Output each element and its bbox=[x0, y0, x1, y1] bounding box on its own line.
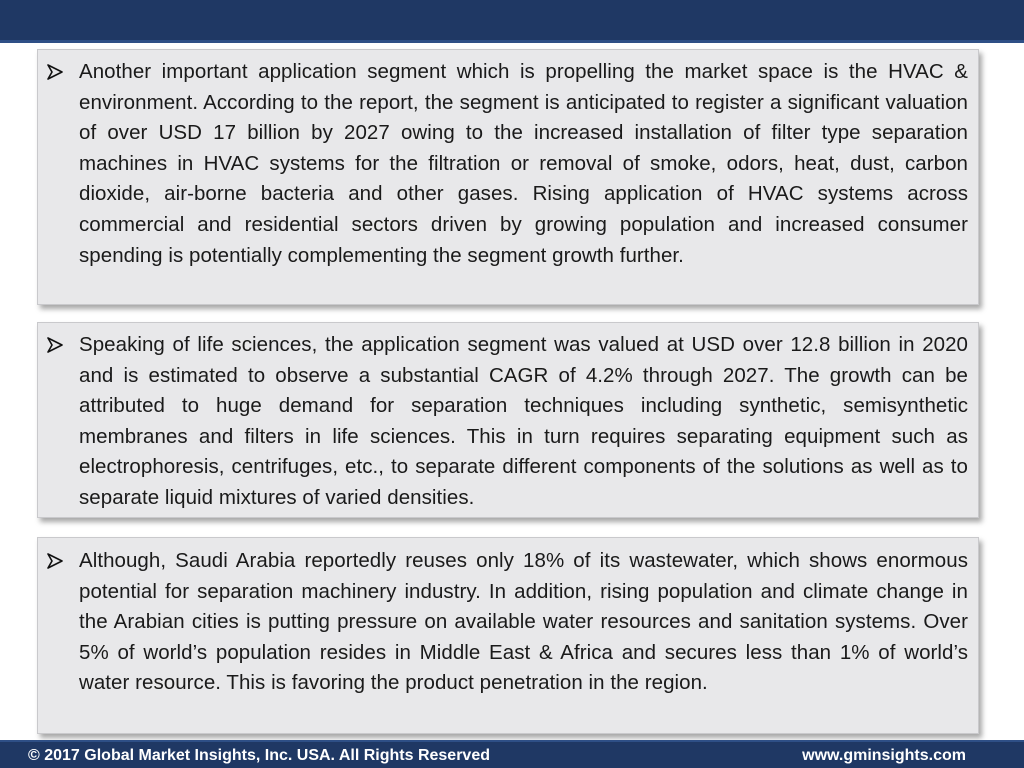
bullet-item bbox=[47, 330, 968, 514]
paragraph-life-sciences: Speaking of life sciences, the application segment was valued at USD over 12.8 billion in 2020 and is estimated to observe a substantial CAGR of 4.2% through 2027. The growth can be attributed to huge demand for separation techniques including synthetic, semisynthetic membranes and filters in life sciences. This in turn requires separating equipment such as electrophoresis, centrifuges, etc., to separate different components of the solutions as well as to separate liquid mixtures of varied densities. bbox=[79, 333, 968, 509]
text-panel-life-sciences bbox=[37, 322, 979, 518]
bullet-item bbox=[47, 546, 968, 699]
paragraph-hvac: Another important application segment which is propelling the market space is the HVAC & environment. According to the report, the segment is anticipated to register a significant valuation of over USD 17 billion by 2027 owing to the increased installation of filter type separation machines in HVAC systems for the filtration or removal of smoke, odors, heat, dust, carbon dioxide, air-borne bacteria and other gases. Rising application of HVAC systems across commercial and residential sectors driven by growing population and increased consumer spending is potentially complementing the segment growth further. bbox=[79, 60, 968, 267]
copyright-text: © 2017 Global Market Insights, Inc. USA. All Rights Reserved bbox=[28, 747, 490, 764]
arrowhead-bullet-icon bbox=[47, 57, 79, 80]
arrowhead-bullet-icon bbox=[47, 330, 79, 353]
text-panel-hvac bbox=[37, 49, 979, 305]
header-bar bbox=[0, 0, 1024, 43]
website-link[interactable]: www.gminsights.com bbox=[802, 747, 966, 764]
footer-bar bbox=[0, 740, 1024, 768]
arrowhead-bullet-icon bbox=[47, 546, 79, 569]
bullet-item bbox=[47, 57, 968, 271]
text-panel-saudi-arabia bbox=[37, 537, 979, 734]
paragraph-saudi-arabia: Although, Saudi Arabia reportedly reuses only 18% of its wastewater, which shows enormous potential for separation machinery industry. In addition, rising population and climate change in the Arabian cities is putting pressure on available water resources and sanitation systems. Over 5% of world’s population resides in Middle East & Africa and secures less than 1% of world’s water resource. This is favoring the product penetration in the region. bbox=[79, 549, 968, 695]
